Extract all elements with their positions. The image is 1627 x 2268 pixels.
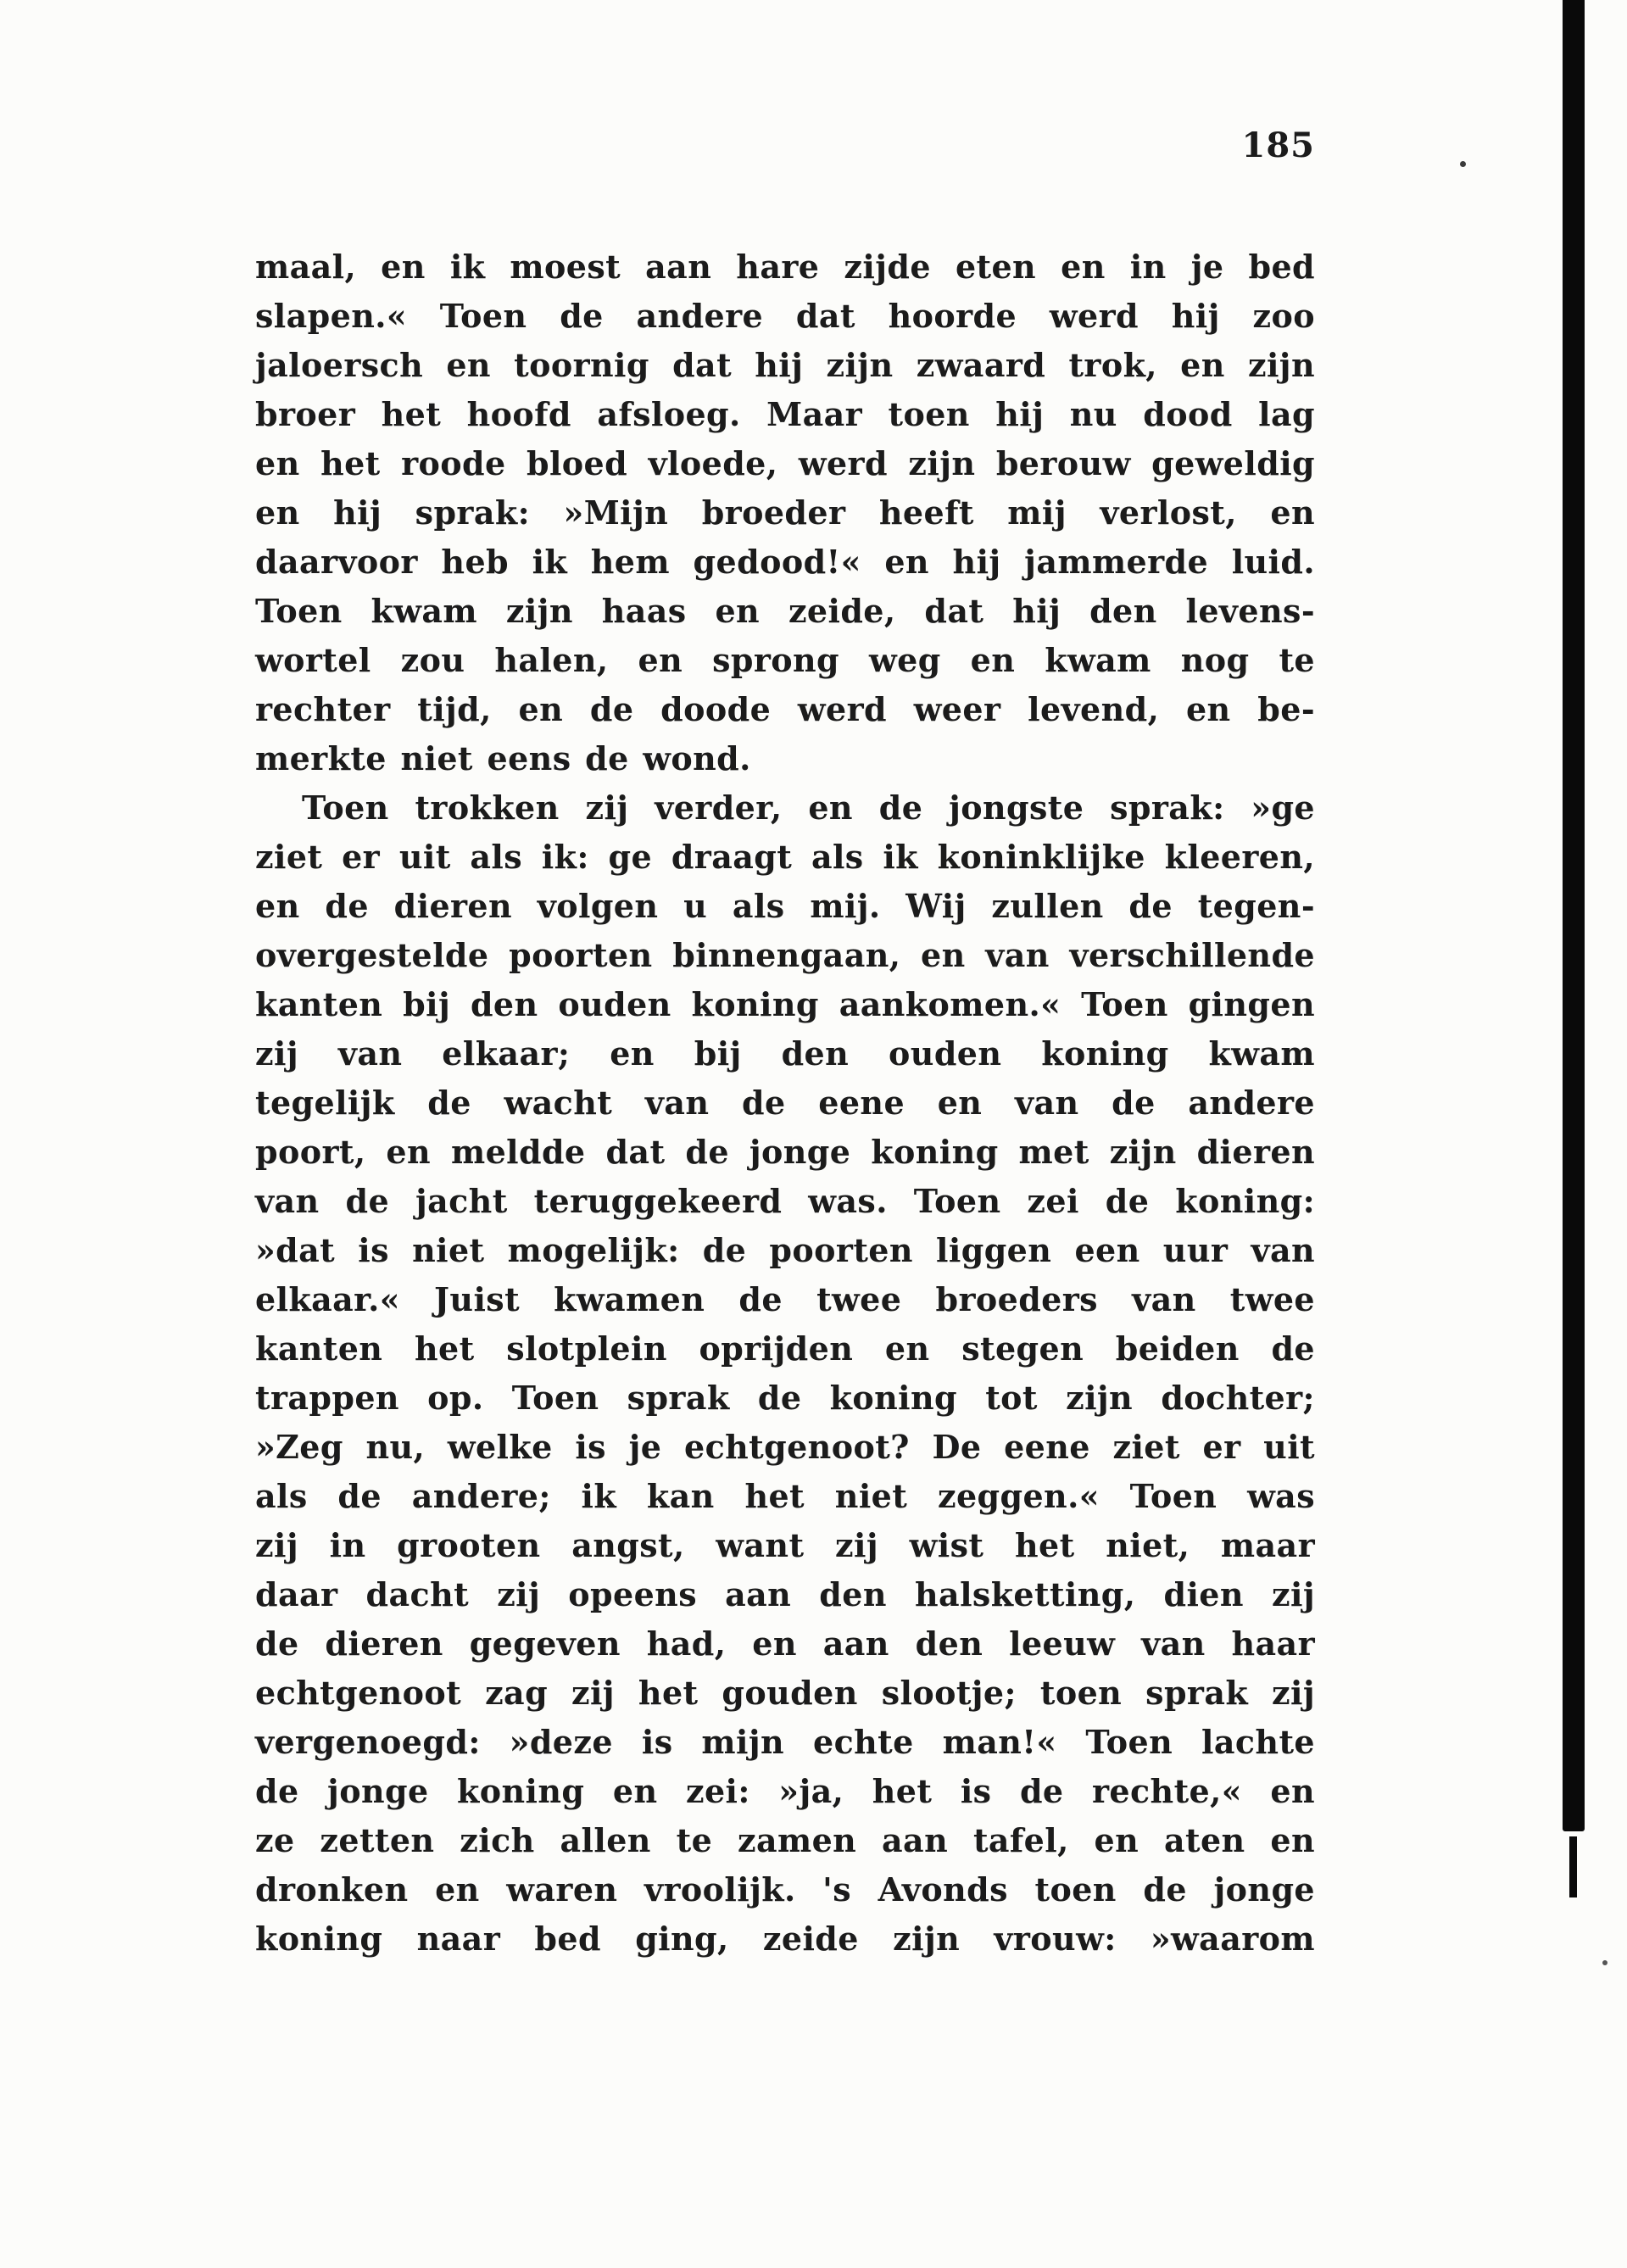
text-line: slapen.« Toen de andere dat hoorde werd hij zoo <box>255 297 1315 335</box>
text-line: Toen kwam zijn haas en zeide, dat hij den levens- <box>255 592 1315 630</box>
text-line: kanten bij den ouden koning aankomen.« Toen gingen <box>255 985 1315 1023</box>
text-line: overgestelde poorten binnengaan, en van verschillende <box>255 936 1315 974</box>
text-line: Toen trokken zij verder, en de jongste sprak: »ge <box>302 789 1315 827</box>
text-line: daar dacht zij opeens aan den halsketting, dien zij <box>255 1575 1315 1613</box>
text-line: de dieren gegeven had, en aan den leeuw van haar <box>255 1624 1315 1663</box>
text-line: en het roode bloed vloede, werd zijn berouw geweldig <box>255 444 1315 482</box>
text-line: poort, en meldde dat de jonge koning met zijn dieren <box>255 1133 1315 1171</box>
paragraph <box>255 242 1315 783</box>
text-line: als de andere; ik kan het niet zeggen.« Toen was <box>255 1477 1315 1515</box>
scan-edge-bar-tail <box>1569 1836 1577 1897</box>
text-line: tegelijk de wacht van de eene en van de andere <box>255 1084 1315 1122</box>
text-line: van de jacht teruggekeerd was. Toen zei de koning: <box>255 1182 1315 1220</box>
text-line: ze zetten zich allen te zamen aan tafel, en aten en <box>255 1821 1315 1859</box>
text-line: echtgenoot zag zij het gouden slootje; toen sprak zij <box>255 1674 1315 1712</box>
text-line: koning naar bed ging, zeide zijn vrouw: »waarom <box>255 1920 1315 1958</box>
paragraph <box>255 783 1315 1964</box>
text-line: trappen op. Toen sprak de koning tot zijn dochter; <box>255 1379 1315 1417</box>
text-line: kanten het slotplein oprijden en stegen beiden de <box>255 1329 1315 1368</box>
text-line: wortel zou halen, en sprong weg en kwam nog te <box>255 641 1315 679</box>
text-line: ziet er uit als ik: ge draagt als ik koninklijke kleeren, <box>255 838 1315 876</box>
text-line: dronken en waren vroolijk. 's Avonds toen de jonge <box>255 1870 1315 1909</box>
text-line: vergenoegd: »deze is mijn echte man!« Toen lachte <box>255 1723 1315 1761</box>
text-line: merkte niet eens de wond. <box>255 739 751 777</box>
text-line: zij van elkaar; en bij den ouden koning kwam <box>255 1034 1315 1073</box>
text-line: de jonge koning en zei: »ja, het is de rechte,« en <box>255 1772 1315 1810</box>
text-line: maal, en ik moest aan hare zijde eten en in je bed <box>255 248 1315 286</box>
text-line: »dat is niet mogelijk: de poorten liggen een uur van <box>255 1231 1315 1269</box>
text-line: elkaar.« Juist kwamen de twee broeders van twee <box>255 1280 1315 1318</box>
text-line: rechter tijd, en de doode werd weer levend, en be- <box>255 690 1315 728</box>
text-line: zij in grooten angst, want zij wist het niet, maar <box>255 1526 1315 1564</box>
scan-edge-bar <box>1563 0 1585 1831</box>
text-line: jaloersch en toornig dat hij zijn zwaard trok, en zijn <box>255 346 1315 384</box>
text-line: daarvoor heb ik hem gedood!« en hij jammerde luid. <box>255 543 1315 581</box>
text-line: »Zeg nu, welke is je echtgenoot? De eene ziet er uit <box>255 1428 1315 1466</box>
text-line: en de dieren volgen u als mij. Wij zullen de tegen- <box>255 887 1315 925</box>
text-block <box>255 242 1315 1964</box>
ink-speck <box>1460 161 1466 167</box>
page-number: 185 <box>1241 125 1315 165</box>
text-line: broer het hoofd afsloeg. Maar toen hij nu dood lag <box>255 395 1315 433</box>
text-line: en hij sprak: »Mijn broeder heeft mij verlost, en <box>255 493 1315 532</box>
ink-speck <box>1602 1960 1607 1965</box>
